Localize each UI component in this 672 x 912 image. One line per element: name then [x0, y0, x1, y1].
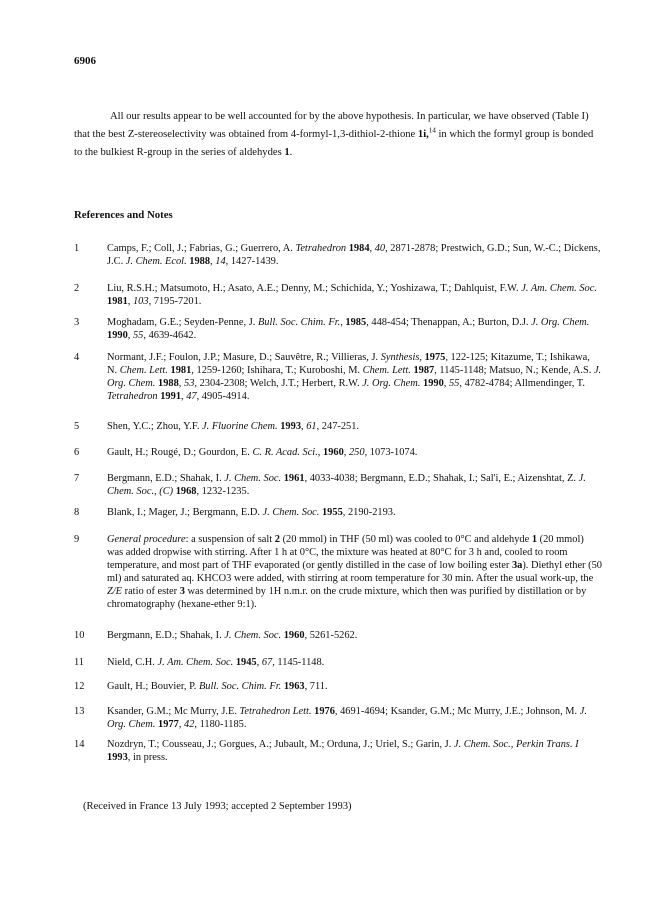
text-run: 1990: [107, 330, 128, 341]
text-run: 1984: [348, 243, 370, 254]
text-run: J. Chem. Soc.: [224, 630, 282, 641]
text-run: 53: [184, 378, 195, 389]
text-run: , 1073-1074.: [364, 447, 418, 458]
text-run: 3a: [511, 560, 523, 571]
text-run: Bull. Soc. Chim. Fr.: [198, 681, 282, 692]
reference-13: [74, 705, 602, 731]
text-run: Bergmann, E.D.; Shahak, I.: [107, 630, 225, 641]
reference-text: [107, 656, 602, 669]
text-run: Bull. Soc. Chim. Fr.: [257, 317, 341, 328]
text-run: 1988: [189, 256, 211, 267]
text-run: 1945: [235, 657, 257, 668]
text-run: C. R. Acad. Sci.: [252, 447, 318, 458]
text-run: , 1145-1148.: [272, 657, 325, 668]
reference-number: 7: [74, 473, 80, 484]
references-heading: References and Notes: [74, 209, 173, 221]
received-note: (Received in France 13 July 1993; accepted 2 September 1993): [83, 801, 352, 812]
text-run: in which the formyl group is bonded to the bulkiest R-group in the series of aldehydes: [74, 129, 594, 158]
reference-text: [107, 705, 602, 731]
text-run: 1981: [170, 365, 192, 376]
text-run: ,: [340, 317, 346, 328]
text-run: J. Chem. Soc., (C): [107, 473, 586, 497]
reference-4: [74, 351, 602, 403]
text-run: 1: [284, 147, 290, 158]
text-run: 14: [428, 126, 436, 135]
text-run: Shen, Y.C.; Zhou, Y.F.: [107, 421, 203, 432]
text-run: 2: [274, 534, 280, 545]
text-run: , 7195-7201.: [148, 296, 202, 307]
text-run: 1993: [107, 752, 128, 763]
reference-number: 11: [74, 657, 85, 668]
text-run: , 4033-4038; Bergmann, E.D.; Shahak, I.; Sal'i, E.; Aizenshtat, Z.: [304, 473, 579, 484]
reference-11: [74, 656, 602, 669]
text-run: Nozdryn, T.; Cousseau, J.; Gorgues, A.; Jubault, M.; Orduna, J.; Uriel, S.; Garin, J.: [107, 739, 454, 750]
reference-text: [107, 446, 602, 459]
reference-number: 9: [74, 534, 80, 545]
text-run: Gault, H.; Bouvier, P.: [107, 681, 199, 692]
text-run: 1975: [424, 352, 446, 363]
reference-12: [74, 680, 602, 693]
reference-text: [107, 316, 602, 342]
text-run: , 4782-4784; Allmendinger, T.: [459, 378, 585, 389]
text-run: 1987: [413, 365, 435, 376]
text-run: 1i: [417, 129, 427, 140]
text-run: All our results appear to be well accounted for by the above hypothesis. In particular, we have observed (Table I) that the best Z-stereoselectivity was obtained from 4-formyl-1,3-dithiol-2-thione: [74, 111, 589, 140]
text-run: ,: [178, 719, 184, 730]
text-run: 55: [448, 378, 460, 389]
text-run: 1991: [160, 391, 182, 402]
text-run: 1: [531, 534, 538, 545]
text-run: 1988: [158, 378, 179, 389]
text-run: 1960: [283, 630, 305, 641]
text-run: Z/E: [107, 586, 123, 597]
text-run: Synthesis: [380, 352, 420, 363]
text-run: ,: [443, 378, 449, 389]
text-run: ,: [210, 256, 216, 267]
text-run: , 1232-1235.: [196, 486, 250, 497]
reference-text: [107, 533, 602, 611]
text-run: 40: [374, 243, 386, 254]
text-run: 42: [184, 719, 195, 730]
text-run: 61: [306, 421, 317, 432]
reference-14: [74, 738, 602, 764]
reference-text: [107, 506, 602, 519]
text-run: , 2304-2308; Welch, J.T.; Herbert, R.W.: [194, 378, 363, 389]
reference-10: [74, 629, 602, 642]
text-run: Moghadam, G.E.; Seyden-Penne, J.: [107, 317, 258, 328]
text-run: 55: [132, 330, 144, 341]
text-run: 1985: [345, 317, 367, 328]
text-run: 1977: [158, 719, 179, 730]
text-run: Ksander, G.M.; Mc Murry, J.E.: [107, 706, 240, 717]
text-run: Camps, F.; Coll, J.; Fabrias, G.; Guerrero, A.: [107, 243, 296, 254]
text-run: Tetrahedron: [107, 391, 158, 402]
reference-number: 1: [74, 243, 80, 254]
text-run: Tetrahedron Lett.: [239, 706, 312, 717]
text-run: ,: [256, 657, 262, 668]
text-run: J. Org. Chem.: [362, 378, 421, 389]
text-run: , 5261-5262.: [304, 630, 358, 641]
text-run: ,: [301, 421, 307, 432]
text-run: 1993: [280, 421, 302, 432]
reference-text: [107, 351, 602, 403]
reference-number: 12: [74, 681, 85, 692]
text-run: ,: [369, 243, 375, 254]
text-run: , 1180-1185.: [194, 719, 247, 730]
text-run: J. Chem. Soc.: [262, 507, 320, 518]
text-run: , 4639-4642.: [143, 330, 197, 341]
text-run: , 1259-1260; Ishihara, T.; Kuroboshi, M.: [191, 365, 363, 376]
text-run: , 4691-4694; Ksander, G.M.; Mc Murry, J.E.; Johnson, M.: [334, 706, 580, 717]
page-number: 6906: [74, 55, 96, 67]
text-run: , 448-454; Thenappan, A.; Burton, D.J.: [366, 317, 532, 328]
text-run: J. Am. Chem. Soc.: [157, 657, 234, 668]
text-run: Normant, J.F.; Foulon, J.P.; Masure, D.; Sauvêtre, R.; Villieras, J.: [107, 352, 381, 363]
text-run: J. Chem. Ecol.: [125, 256, 187, 267]
text-run: , 122-125; Kitazume, T.; Ishikawa, N.: [107, 352, 590, 376]
reference-5: [74, 420, 602, 433]
text-run: was determined by 1H n.m.r. on the crude mixture, which then was purified by distillation or by chromatography (hexane-ether 9:1).: [107, 586, 587, 610]
text-run: 1961: [283, 473, 305, 484]
text-run: 1990: [423, 378, 444, 389]
text-run: ratio of ester: [122, 586, 180, 597]
reference-7: [74, 472, 602, 498]
text-run: Liu, R.S.H.; Matsumoto, H.; Asato, A.E.; Denny, M.; Schichida, Y.; Yoshizawa, T.; Dahlquist, F.W.: [107, 283, 522, 294]
text-run: ,: [317, 447, 323, 458]
text-run: Gault, H.; Rougé, D.; Gourdon, E.: [107, 447, 253, 458]
text-run: Blank, I.; Mager, J.; Bergmann, E.D.: [107, 507, 263, 518]
reference-text: [107, 472, 602, 498]
text-run: 1976: [314, 706, 335, 717]
text-run: , 1427-1439.: [225, 256, 279, 267]
text-run: 3: [179, 586, 185, 597]
text-run: 1968: [175, 486, 197, 497]
text-run: J. Chem. Soc., Perkin Trans. I: [453, 739, 579, 750]
text-run: , 1145-1148; Matsuo, N.; Kende, A.S.: [434, 365, 594, 376]
reference-text: [107, 242, 602, 268]
text-run: J. Org. Chem.: [107, 365, 602, 389]
text-run: J. Org. Chem.: [531, 317, 590, 328]
text-run: J. Am. Chem. Soc.: [521, 283, 597, 294]
text-run: , in press.: [127, 752, 168, 763]
text-run: J. Org. Chem.: [107, 706, 587, 730]
reference-number: 5: [74, 421, 80, 432]
text-run: ,: [181, 391, 187, 402]
text-run: : a suspension of salt: [185, 534, 275, 545]
reference-number: 2: [74, 283, 80, 294]
text-run: ,: [426, 129, 429, 140]
reference-text: [107, 629, 602, 642]
reference-number: 4: [74, 352, 80, 363]
reference-6: [74, 446, 602, 459]
text-run: 67: [261, 657, 273, 668]
text-run: , 247-251.: [316, 421, 360, 432]
text-run: 103: [132, 296, 149, 307]
text-run: ,: [178, 378, 184, 389]
reference-3: [74, 316, 602, 342]
text-run: 250: [348, 447, 365, 458]
text-run: 1963: [283, 681, 305, 692]
reference-number: 8: [74, 507, 80, 518]
reference-text: [107, 738, 602, 764]
text-run: (20 mmol) in THF (50 ml) was cooled to 0°C and aldehyde: [279, 534, 532, 545]
reference-8: [74, 506, 602, 519]
reference-text: [107, 680, 602, 693]
reference-number: 13: [74, 706, 85, 717]
text-run: Chem. Lett.: [362, 365, 411, 376]
text-run: , 2190-2193.: [342, 507, 396, 518]
text-run: J. Fluorine Chem.: [202, 421, 278, 432]
text-run: , 711.: [304, 681, 328, 692]
text-run: 14: [215, 256, 226, 267]
reference-9: [74, 533, 602, 611]
text-run: , 4905-4914.: [196, 391, 250, 402]
text-run: ,: [343, 447, 349, 458]
reference-number: 10: [74, 630, 85, 641]
text-run: ,: [127, 296, 133, 307]
text-run: Tetrahedron: [295, 243, 347, 254]
text-run: ,: [419, 352, 425, 363]
text-run: ,: [127, 330, 133, 341]
text-run: 47: [186, 391, 197, 402]
text-run: ). Diethyl ether (50 ml) and saturated aq. KHCO3 were added, with stirring at room temperature for 30 min. After the usual work-up, the: [107, 560, 602, 584]
text-run: 1960: [323, 447, 344, 458]
reference-text: [107, 282, 602, 308]
text-run: Chem. Lett.: [119, 365, 168, 376]
text-run: General procedure: [107, 534, 186, 545]
text-run: Nield, C.H.: [107, 657, 158, 668]
text-run: , 2871-2878; Prestwich, G.D.; Sun, W.-C.; Dickens, J.C.: [107, 243, 601, 267]
reference-number: 6: [74, 447, 80, 458]
text-run: (20 mmol) was added dropwise with stirring. After 1 h at 0°C, the mixture was heated at 80°C for 3 h and, cooled to room temperature, and most part of THF evaporated (or gently distilled in the case of low boiling ester: [107, 534, 584, 571]
intro-paragraph: [74, 108, 600, 162]
reference-number: 14: [74, 739, 85, 750]
reference-2: [74, 282, 602, 308]
reference-number: 3: [74, 317, 80, 328]
text-run: J. Chem. Soc.: [224, 473, 282, 484]
reference-text: [107, 420, 602, 433]
text-run: 1981: [107, 296, 128, 307]
text-run: .: [289, 147, 293, 158]
text-run: Bergmann, E.D.; Shahak, I.: [107, 473, 225, 484]
text-run: 1955: [321, 507, 343, 518]
reference-1: [74, 242, 602, 268]
